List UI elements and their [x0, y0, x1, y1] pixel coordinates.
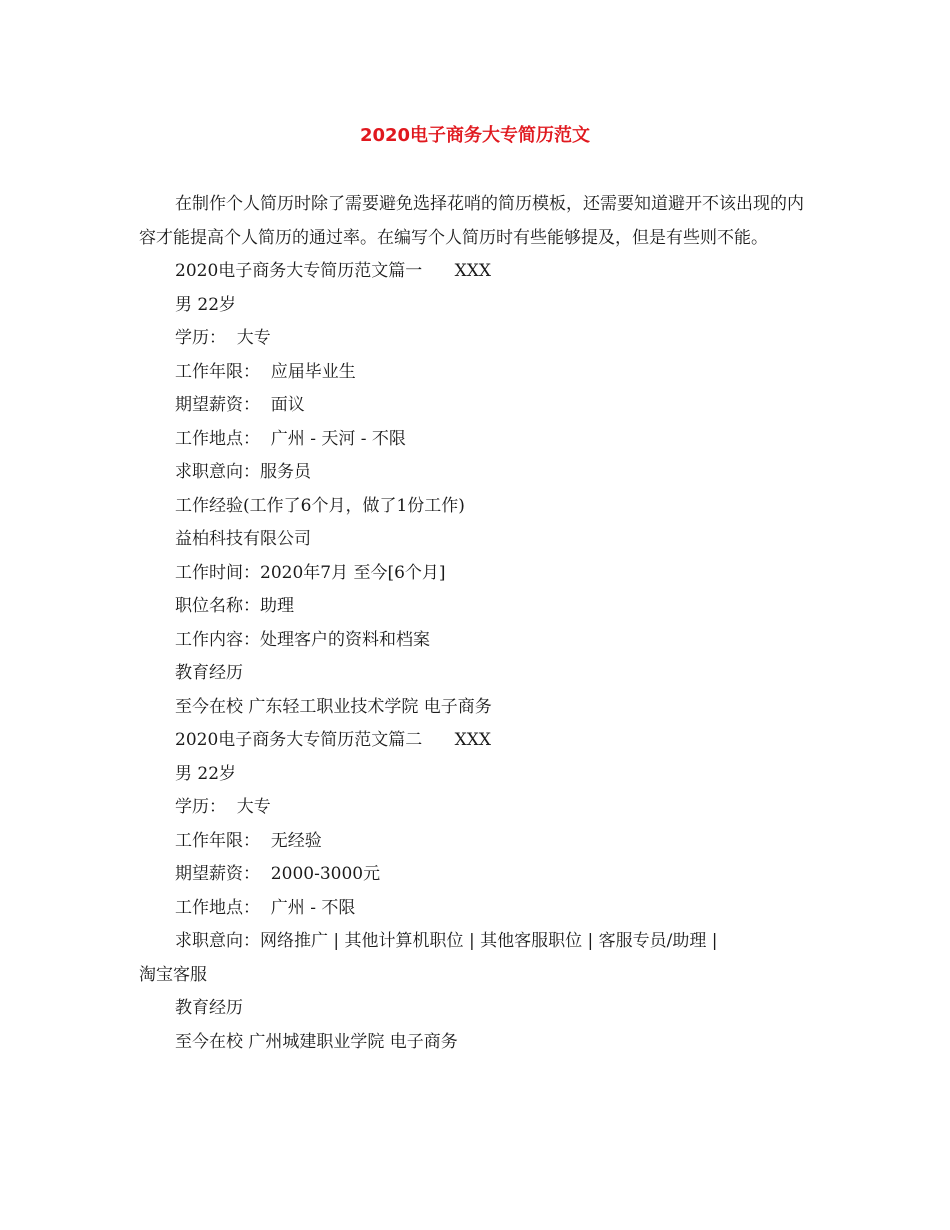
- resume2-school: 至今在校 广州城建职业学院 电子商务: [175, 1031, 458, 1052]
- resume2-education-heading: 教育经历: [175, 998, 243, 1018]
- resume1-education-heading: 教育经历: [175, 663, 243, 683]
- resume2-education: 学历： 大专: [175, 797, 271, 817]
- intro-paragraph: 在制作个人简历时除了需要避免选择花哨的简历模板，还需要知道避开不该出现的内容才能提高个人简历的通过率。在编写个人简历时有些能够提及，但是有些则不能。: [139, 194, 804, 248]
- resume1-position: 职位名称：助理: [175, 596, 294, 616]
- resume1-gender-age: 男 22岁: [175, 294, 237, 315]
- resume1-education: 学历： 大专: [175, 328, 271, 348]
- resume2-heading: 2020电子商务大专简历范文篇二 XXX: [175, 730, 491, 750]
- resume2-intent-text: 求职意向：网络推广 | 其他计算机职位 | 其他客服职位 | 客服专员/助理 |: [175, 931, 718, 951]
- resume2-gender-age: 男 22岁: [175, 763, 237, 784]
- document-title: 2020电子商务大专简历范文: [359, 125, 591, 146]
- resume1-location: 工作地点： 广州 - 天河 - 不限: [175, 428, 406, 449]
- resume1-intent: 求职意向：服务员: [175, 462, 311, 482]
- resume2-salary: 期望薪资： 2000-3000元: [175, 864, 381, 884]
- resume1-company: 益柏科技有限公司: [175, 529, 311, 549]
- resume1-salary: 期望薪资： 面议: [175, 395, 305, 415]
- resume2-work-years: 工作年限： 无经验: [175, 830, 322, 851]
- resume1-heading: 2020电子商务大专简历范文篇一 XXX: [175, 261, 491, 281]
- resume1-experience-summary: 工作经验(工作了6个月，做了1份工作): [175, 495, 465, 516]
- resume1-work-time: 工作时间：2020年7月 至今[6个月]: [175, 562, 446, 583]
- resume2-intent: [139, 925, 813, 992]
- document-body: [139, 188, 813, 1059]
- resume1-work-content: 工作内容：处理客户的资料和档案: [175, 629, 430, 650]
- resume2-intent-continuation: 淘宝客服: [139, 964, 207, 985]
- resume1-work-years: 工作年限： 应届毕业生: [175, 361, 356, 382]
- resume1-school: 至今在校 广东轻工职业技术学院 电子商务: [175, 696, 492, 717]
- resume2-location: 工作地点： 广州 - 不限: [175, 897, 356, 918]
